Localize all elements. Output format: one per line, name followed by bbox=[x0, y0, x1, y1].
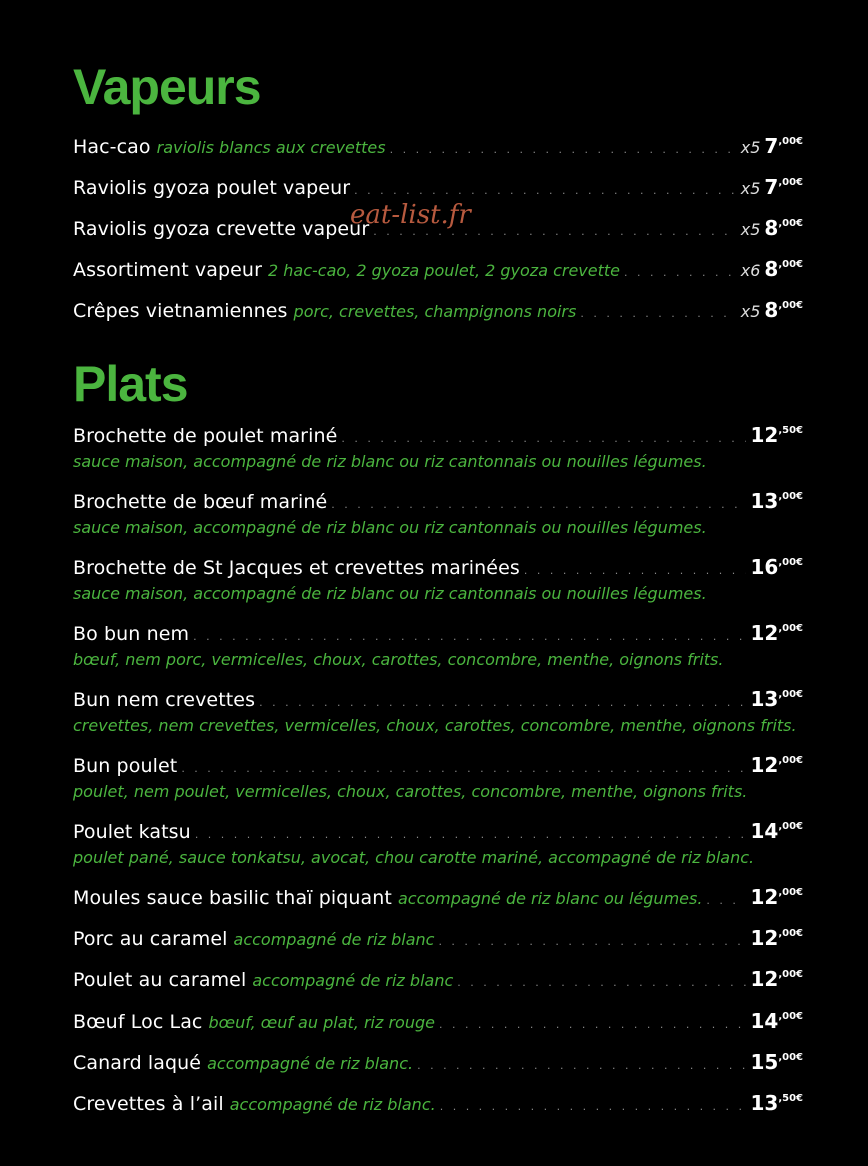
item-name: Poulet katsu bbox=[73, 821, 191, 843]
menu-item bbox=[73, 1003, 803, 1044]
item-price bbox=[750, 920, 803, 952]
item-price bbox=[750, 961, 803, 993]
item-name: Brochette de poulet mariné bbox=[73, 425, 338, 447]
item-quantity: x5 bbox=[740, 179, 761, 198]
price-euros: 12 bbox=[750, 885, 779, 909]
item-name: Crevettes à l’ail bbox=[73, 1092, 224, 1115]
menu-item bbox=[73, 549, 803, 615]
price-euros: 8 bbox=[764, 298, 779, 322]
vapeurs-list bbox=[73, 128, 803, 333]
menu-item bbox=[73, 128, 803, 169]
price-euros: 8 bbox=[764, 216, 779, 240]
item-description: 2 hac-cao, 2 gyoza poulet, 2 gyoza crevette bbox=[267, 261, 621, 280]
dot-leader bbox=[457, 969, 746, 997]
item-price bbox=[750, 1003, 803, 1035]
item-quantity: x5 bbox=[740, 302, 761, 321]
item-name: Canard laqué bbox=[73, 1051, 202, 1074]
dot-leader bbox=[438, 928, 746, 956]
price-cents: ,00€ bbox=[778, 969, 803, 981]
dot-leader bbox=[331, 491, 746, 519]
item-name: Bœuf Loc Lac bbox=[73, 1010, 203, 1033]
item-name: Hac-cao bbox=[73, 136, 151, 158]
item-name: Bun nem crevettes bbox=[73, 689, 256, 711]
dot-leader bbox=[181, 755, 746, 783]
price-euros: 12 bbox=[750, 753, 779, 777]
item-description: accompagné de riz blanc bbox=[252, 971, 454, 991]
dot-leader bbox=[706, 887, 746, 915]
item-description: sauce maison, accompagné de riz blanc ou riz cantonnais ou nouilles légumes. bbox=[73, 452, 707, 471]
dot-leader bbox=[440, 1093, 747, 1121]
dot-leader bbox=[524, 557, 747, 585]
item-price bbox=[764, 128, 803, 160]
menu-item bbox=[73, 483, 803, 549]
item-name: Raviolis gyoza crevette vapeur bbox=[73, 218, 370, 240]
menu-item bbox=[73, 417, 803, 483]
menu-item bbox=[73, 813, 803, 879]
dot-leader bbox=[439, 1011, 747, 1039]
price-euros: 13 bbox=[750, 489, 779, 513]
price-cents: ,00€ bbox=[778, 1010, 803, 1022]
price-cents: ,00€ bbox=[778, 755, 803, 766]
price-euros: 13 bbox=[750, 1090, 779, 1115]
section-title-vapeurs: Vapeurs bbox=[73, 59, 261, 115]
menu-item bbox=[73, 681, 803, 747]
price-euros: 12 bbox=[750, 926, 779, 951]
item-description: accompagné de riz blanc ou légumes. bbox=[397, 889, 703, 908]
item-price bbox=[750, 879, 803, 911]
price-euros: 16 bbox=[750, 555, 779, 579]
menu-item bbox=[73, 920, 803, 961]
item-description: sauce maison, accompagné de riz blanc ou riz cantonnais ou nouilles légumes. bbox=[73, 518, 707, 537]
price-euros: 13 bbox=[750, 687, 779, 711]
price-cents: ,00€ bbox=[778, 557, 803, 568]
price-cents: ,00€ bbox=[778, 300, 803, 311]
item-name: Raviolis gyoza poulet vapeur bbox=[73, 177, 351, 199]
dot-leader bbox=[417, 1052, 746, 1080]
menu-item bbox=[73, 615, 803, 681]
item-price bbox=[764, 251, 803, 283]
menu-item bbox=[73, 747, 803, 813]
item-price bbox=[764, 169, 803, 201]
item-description: crevettes, nem crevettes, vermicelles, choux, carottes, concombre, menthe, oignons frits. bbox=[73, 716, 797, 735]
item-price bbox=[750, 483, 803, 515]
price-cents: ,00€ bbox=[778, 491, 803, 502]
menu-item bbox=[73, 879, 803, 920]
item-description: bœuf, nem porc, vermicelles, choux, carottes, concombre, menthe, oignons frits. bbox=[73, 650, 724, 669]
item-price bbox=[750, 813, 803, 845]
item-description: bœuf, œuf au plat, riz rouge bbox=[208, 1012, 435, 1032]
menu-item bbox=[73, 292, 803, 333]
item-description: accompagné de riz blanc. bbox=[229, 1094, 436, 1114]
price-euros: 14 bbox=[750, 1008, 779, 1033]
price-cents: ,00€ bbox=[778, 218, 803, 229]
item-name: Poulet au caramel bbox=[73, 969, 247, 992]
item-description: raviolis blancs aux crevettes bbox=[156, 138, 386, 157]
price-euros: 7 bbox=[764, 175, 779, 199]
dot-leader bbox=[259, 689, 746, 717]
item-name: Crêpes vietnamiennes bbox=[73, 300, 288, 322]
item-price bbox=[750, 549, 803, 581]
price-cents: ,50€ bbox=[778, 425, 803, 436]
item-price bbox=[750, 615, 803, 647]
price-euros: 14 bbox=[750, 819, 779, 843]
section-title-plats: Plats bbox=[73, 356, 188, 412]
item-price bbox=[750, 681, 803, 713]
price-cents: ,00€ bbox=[778, 259, 803, 270]
dot-leader bbox=[195, 821, 747, 849]
item-description: poulet pané, sauce tonkatsu, avocat, chou carotte mariné, accompagné de riz blanc. bbox=[73, 848, 755, 867]
item-name: Brochette de bœuf mariné bbox=[73, 491, 328, 513]
item-description: accompagné de riz blanc bbox=[233, 930, 435, 950]
item-name: Assortiment vapeur bbox=[73, 259, 262, 281]
dot-leader bbox=[580, 300, 736, 328]
item-description: porc, crevettes, champignons noirs bbox=[293, 302, 577, 321]
price-euros: 8 bbox=[764, 257, 779, 281]
dot-leader bbox=[390, 136, 737, 164]
item-name: Bun poulet bbox=[73, 755, 178, 777]
price-euros: 12 bbox=[750, 423, 779, 447]
item-price bbox=[750, 1044, 803, 1076]
menu-item bbox=[73, 1044, 803, 1085]
price-euros: 15 bbox=[750, 1049, 779, 1074]
item-description: poulet, nem poulet, vermicelles, choux, carottes, concombre, menthe, oignons frits. bbox=[73, 782, 748, 801]
item-quantity: x6 bbox=[740, 261, 761, 280]
menu-item bbox=[73, 961, 803, 1002]
price-cents: ,00€ bbox=[778, 821, 803, 832]
price-cents: ,00€ bbox=[778, 177, 803, 188]
item-name: Moules sauce basilic thaï piquant bbox=[73, 887, 392, 909]
item-quantity: x5 bbox=[740, 220, 761, 239]
item-quantity: x5 bbox=[740, 138, 761, 157]
price-cents: ,00€ bbox=[778, 887, 803, 898]
dot-leader bbox=[624, 259, 737, 287]
item-price bbox=[750, 747, 803, 779]
item-price bbox=[750, 1085, 803, 1117]
price-euros: 7 bbox=[764, 134, 779, 158]
dot-leader bbox=[193, 623, 746, 651]
price-cents: ,50€ bbox=[778, 1092, 803, 1104]
price-cents: ,00€ bbox=[778, 1051, 803, 1063]
price-cents: ,00€ bbox=[778, 623, 803, 634]
item-price bbox=[750, 417, 803, 449]
price-cents: ,00€ bbox=[778, 689, 803, 700]
item-name: Brochette de St Jacques et crevettes marinées bbox=[73, 557, 520, 579]
dot-leader bbox=[341, 425, 746, 453]
price-cents: ,00€ bbox=[778, 928, 803, 940]
plats-list bbox=[73, 417, 803, 1126]
price-euros: 12 bbox=[750, 967, 779, 992]
item-description: sauce maison, accompagné de riz blanc ou riz cantonnais ou nouilles légumes. bbox=[73, 584, 707, 603]
item-description: accompagné de riz blanc. bbox=[207, 1053, 414, 1073]
item-price bbox=[764, 292, 803, 324]
price-cents: ,00€ bbox=[778, 136, 803, 147]
item-name: Bo bun nem bbox=[73, 623, 190, 645]
menu-item bbox=[73, 1085, 803, 1126]
item-price bbox=[764, 210, 803, 242]
menu-item bbox=[73, 251, 803, 292]
price-euros: 12 bbox=[750, 621, 779, 645]
item-name: Porc au caramel bbox=[73, 928, 228, 951]
watermark: eat-list.fr bbox=[350, 200, 471, 230]
